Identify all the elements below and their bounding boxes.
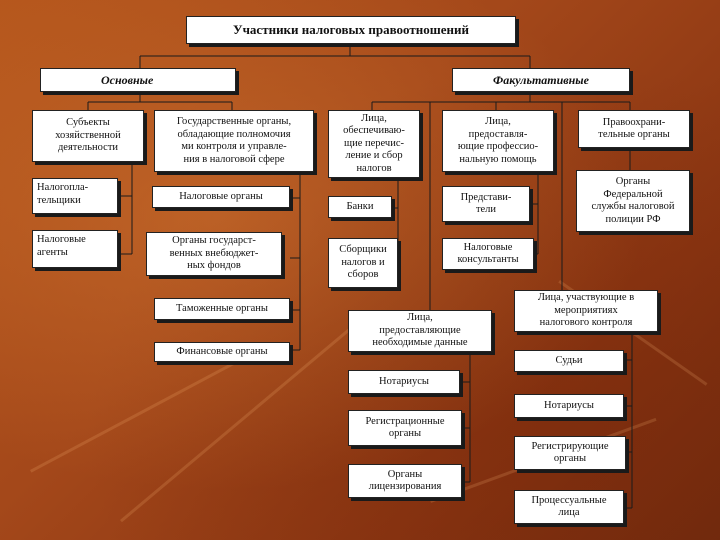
main-participants-header: Основные [40, 68, 236, 92]
node-extrabudgetary-funds: Органы государст- венных внебюджет- ных фондов [146, 232, 282, 276]
node-financial-bodies: Финансовые органы [154, 342, 290, 362]
diagram-title: Участники налоговых правоотношений [186, 16, 516, 44]
node-law-enforcement: Правоохрани- тельные органы [578, 110, 690, 148]
node-taxpayers: Налогопла- тельщики [32, 178, 118, 214]
node-notaries-2: Нотариусы [514, 394, 624, 418]
node-notaries-1: Нотариусы [348, 370, 460, 394]
node-tax-collectors: Сборщики налогов и сборов [328, 238, 398, 288]
node-representatives: Представи- тели [442, 186, 530, 222]
node-business-subjects: Субъекты хозяйственной деятельности [32, 110, 144, 162]
node-collection-persons: Лица, обеспечиваю- щие перечис- ление и сбор налогов [328, 110, 420, 178]
node-licensing-bodies: Органы лицензирования [348, 464, 462, 498]
node-professional-help: Лица, предоставля- ющие профессио- нальную помощь [442, 110, 554, 172]
node-tax-police: Органы Федеральной службы налоговой полиции РФ [576, 170, 690, 232]
node-control-participants: Лица, участвующие в мероприятиях налогового контроля [514, 290, 658, 332]
node-banks: Банки [328, 196, 392, 218]
node-procedural-persons: Процессуальные лица [514, 490, 624, 524]
node-customs-bodies: Таможенные органы [154, 298, 290, 320]
node-registering-bodies: Регистрирующие органы [514, 436, 626, 470]
node-judges: Судьи [514, 350, 624, 372]
node-tax-agents: Налоговые агенты [32, 230, 118, 268]
node-tax-bodies: Налоговые органы [152, 186, 290, 208]
node-tax-consultants: Налоговые консультанты [442, 238, 534, 270]
node-registration-bodies: Регистрационные органы [348, 410, 462, 446]
optional-participants-header: Факультативные [452, 68, 630, 92]
node-government-bodies: Государственные органы, обладающие полномочия ми контроля и управле- ния в налоговой сфере [154, 110, 314, 172]
node-data-providers: Лица, предоставляющие необходимые данные [348, 310, 492, 352]
